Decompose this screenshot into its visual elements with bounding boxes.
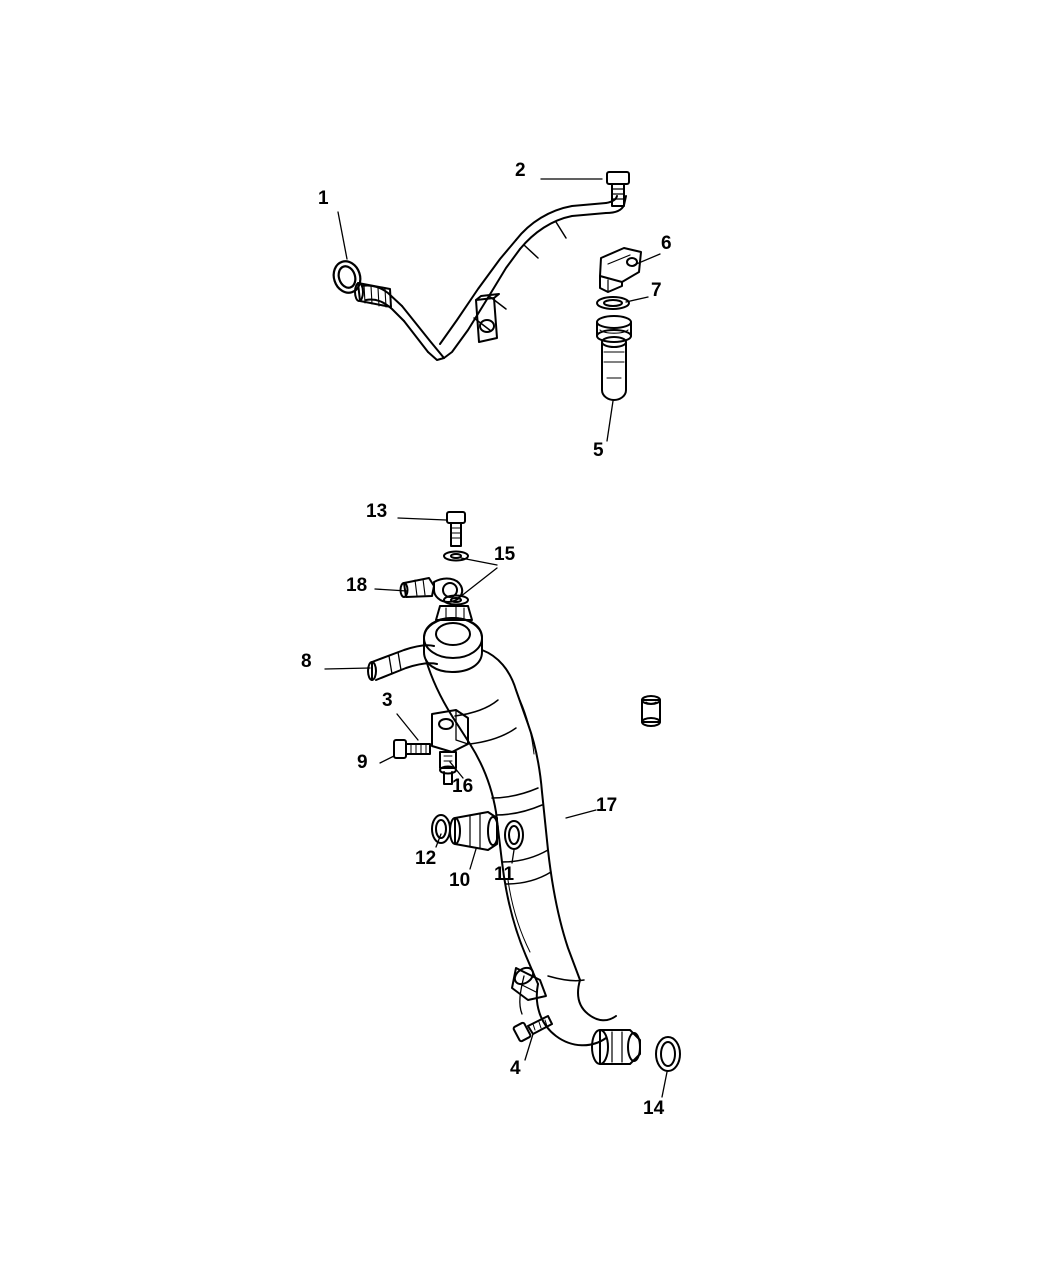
callout-10[interactable]: 10 [449,870,471,891]
main-hose-body [426,650,580,984]
callout-14[interactable]: 14 [643,1098,665,1119]
part-3-clip-bracket [432,710,468,784]
part-7-seal [597,297,629,309]
part-4-bolt [513,1016,552,1042]
callout-18[interactable]: 18 [346,575,368,596]
part-11-oring [505,821,523,849]
callout-8[interactable]: 8 [301,651,312,672]
part-12-oring [432,815,450,843]
callout-7[interactable]: 7 [651,280,662,301]
part-9-bolt [394,740,430,758]
callout-13[interactable]: 13 [366,501,388,522]
callout-9[interactable]: 9 [357,752,368,773]
callout-5[interactable]: 5 [593,440,604,461]
part-6-flange [600,248,641,292]
part-5-connector [597,316,631,400]
callout-17[interactable]: 17 [596,795,618,816]
callout-12[interactable]: 12 [415,848,437,869]
callout-1[interactable]: 1 [318,188,329,209]
part-14-oring [656,1037,680,1071]
callout-6[interactable]: 6 [661,233,672,254]
bushing-part [642,696,660,726]
callout-15[interactable]: 15 [494,544,516,565]
callout-16[interactable]: 16 [452,776,474,797]
callout-3[interactable]: 3 [382,690,393,711]
callout-2[interactable]: 2 [515,160,526,181]
callout-11[interactable]: 11 [494,864,515,885]
lower-tube-housing [424,606,482,672]
bottom-elbow [512,965,640,1064]
part-13-bolt [447,512,465,546]
callout-4[interactable]: 4 [510,1058,521,1079]
part-10-fitting [450,812,498,850]
upper-tube-assembly [355,196,626,360]
